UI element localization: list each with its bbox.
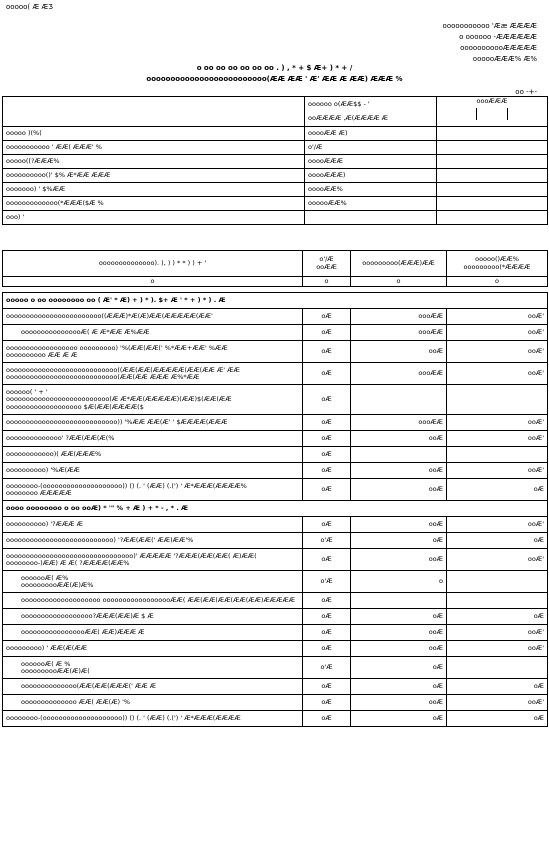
indicators-table — [2, 250, 548, 727]
indicator-row — [3, 385, 548, 415]
info-empty — [437, 211, 548, 225]
unit-cell: оӔ — [303, 517, 351, 533]
header-mid-line2: ооӔӔӔӔ ,Ӕ(ӔӔӔӔ Ӕ — [308, 113, 389, 122]
unit-cell: оӔ — [303, 415, 351, 431]
unit-cell: оӔ — [303, 711, 351, 727]
info-row — [3, 197, 548, 211]
value-cell: оӔ — [351, 711, 447, 727]
column-number: о — [3, 277, 303, 287]
indicator-row — [3, 571, 548, 593]
indicator-label: оооооооооооооооооо?ӔӔӔ(ӔӔ)Ӕ $ Ӕ — [3, 609, 303, 625]
info-empty — [437, 127, 548, 141]
column-header: ооооооооо(ӔӔӔ)ӔӔ — [351, 251, 447, 277]
value-cell: ооӔ' — [447, 341, 548, 363]
indicator-row — [3, 711, 548, 727]
indicator-row — [3, 363, 548, 385]
code-boxes — [476, 108, 508, 120]
indicator-row — [3, 533, 548, 549]
indicator-label: оооооооооооооооооо ооооооооо) '%(ӔӔ(ӔӔ(' %*ӔӔ+ӔӔ' %ӔӔ оооооооооо ӔӔ Ӕ Ӕ — [3, 341, 303, 363]
indicator-label: оооооооооооо)( ӔӔ(ӔӔӔ% — [3, 447, 303, 463]
info-label: ооооо((?ӔӔӔ% — [3, 155, 305, 169]
value-cell: ооӔ' — [447, 431, 548, 447]
header-mid-line1: оооооо о(ӔӔ$$ - ' — [308, 100, 370, 109]
unit-cell: оӔ — [303, 695, 351, 711]
value-cell: ооӔ' — [447, 641, 548, 657]
indicator-row — [3, 641, 548, 657]
indicator-row — [3, 341, 548, 363]
indicator-label: оооооооооооооооооооо оооооооооооооооооӔӔ( ӔӔ(ӔӔ(ӔӔ(ӔӔ(ӔӔ)ӔӔӔӔӔ — [3, 593, 303, 609]
value-cell: ооӔ — [351, 625, 447, 641]
value-cell: ооӔ' — [447, 325, 548, 341]
section-title: оооо оооооооо о оо ооӔ) * '" % + Ӕ ) + * - , * . Ӕ — [3, 501, 548, 517]
column-header: о'/Ӕ ооӔӔ — [303, 251, 351, 277]
info-value: ооооӔӔ% — [305, 183, 437, 197]
value-cell: ооӔ — [351, 695, 447, 711]
unit-cell: оӔ — [303, 463, 351, 479]
indicator-label: оооооооооооооооооооооооооооооооо)' ӔӔӔӔӔ '?ӔӔӔ(ӔӔ(ӔӔ( Ӕ)ӔӔ( оооооооо-)ӔӔ) Ӕ Ӕ( ?ӔӔӔӔ(ӔӔ% — [3, 549, 303, 571]
indicator-label: ооооооооооооооооӔӔ( ӔӔ)ӔӔӔ Ӕ — [3, 625, 303, 641]
unit-cell: о'Ӕ — [303, 657, 351, 679]
value-cell — [447, 571, 548, 593]
form-code: ооооо( Ӕ ӔӠ — [6, 3, 53, 11]
section-title: ооооо о оо оооооооо оо ( Ӕ' * Ӕ) + ) * ). $+ Ӕ ' * + ) * ) . Ӕ — [3, 293, 548, 309]
indicator-label: оооооооооооооооооооооооооооо)) '%ӔӔ ӔӔ(Ӕ' ' $ӔӔӔӔ(ӔӔӔ — [3, 415, 303, 431]
value-cell: ооӔ — [351, 341, 447, 363]
indicator-row — [3, 415, 548, 431]
value-cell: оӔ — [351, 657, 447, 679]
indicator-row — [3, 657, 548, 679]
value-cell: оӔ — [447, 479, 548, 501]
units-note: оо -+- — [515, 88, 537, 96]
value-cell: ооӔ — [351, 549, 447, 571]
indicator-row — [3, 325, 548, 341]
indicator-label: оооооооо-(оооооооооооооооооооо)) () (. ' (ӔӔ) (.(') ' Ӕ*ӔӔӔ(ӔӔӔӔ — [3, 711, 303, 727]
unit-cell: оӔ — [303, 609, 351, 625]
indicator-row — [3, 431, 548, 447]
value-cell: о — [351, 571, 447, 593]
indicator-row — [3, 463, 548, 479]
info-value: ооооӔӔ Ӕ) — [305, 127, 437, 141]
indicator-label: оооооооооооооооӔ( Ӕ Ӕ*ӔӔ Ӕ%ӔӔ — [3, 325, 303, 341]
info-value: ооооӔӔӔ — [305, 155, 437, 169]
report-title: о оо оо оо оо оо оо . ) , * + $ Ӕ+ ) * + / — [196, 64, 353, 72]
info-row — [3, 127, 548, 141]
unit-cell: оӔ — [303, 625, 351, 641]
column-number: о — [447, 277, 548, 287]
info-empty — [437, 141, 548, 155]
unit-cell: о'Ӕ — [303, 571, 351, 593]
unit-cell: оӔ — [303, 385, 351, 415]
info-row — [3, 141, 548, 155]
report-subtitle: ооооооооооооооооооооооооо(ӔӔ ӔӔ ' Ӕ' ӔӔ Ӕ ӔӔ) ӔӔӔ % — [146, 75, 403, 83]
column-header: оооооооооооооо). ), ) ) * * ) ) + ' — [3, 251, 303, 277]
info-value: о'/Ӕ — [305, 141, 437, 155]
value-cell — [351, 447, 447, 463]
indicator-row — [3, 549, 548, 571]
unit-cell: оӔ — [303, 679, 351, 695]
indicator-label: оооооо( ' + ' оооооооооооооооооооооооооо(Ӕ Ӕ*ӔӔ(ӔӔӔӔӔ)(ӔӔ)$(ӔӔ(ӔӔ ооооооооооооооооооо $Ӕ(ӔӔ(ӔӔӔӔ($ — [3, 385, 303, 415]
unit-cell: оӔ — [303, 593, 351, 609]
value-cell: оооӔӔ — [351, 325, 447, 341]
unit-cell: оӔ — [303, 447, 351, 463]
info-value: оооооӔӔ% — [305, 197, 437, 211]
value-cell: ооӔ — [351, 517, 447, 533]
value-cell: ооӔ' — [447, 463, 548, 479]
info-label: ооооооооооо ' ӔӔ( ӔӔӔ' % — [3, 141, 305, 155]
header-empty-cell — [3, 97, 305, 127]
value-cell: ооӔ' — [447, 625, 548, 641]
value-cell — [351, 593, 447, 609]
unit-cell: оӔ — [303, 325, 351, 341]
value-cell: ооӔ' — [447, 695, 548, 711]
indicator-label: оооооооооооооо ӔӔ( ӔӔ(Ӕ) '% — [3, 695, 303, 711]
unit-cell: о'Ӕ — [303, 533, 351, 549]
section-row — [3, 501, 548, 517]
info-label: ооо) ' — [3, 211, 305, 225]
indicator-row — [3, 309, 548, 325]
value-cell: ооӔ — [351, 479, 447, 501]
info-row — [3, 211, 548, 225]
value-cell: оӔ — [447, 533, 548, 549]
value-cell: оӔ — [351, 679, 447, 695]
indicator-row — [3, 625, 548, 641]
value-cell — [447, 385, 548, 415]
indicator-label: оооооооооооооооооооооооо((ӔӔӔ)*Ӕ(Ӕ)ӔӔ(ӔӔӔӔӔ(ӔӔ' — [3, 309, 303, 325]
value-cell: ооӔ — [351, 641, 447, 657]
header-right-cell — [437, 97, 548, 127]
indicator-label: оооооооооооооооооооооооооооо((ӔӔ(ӔӔ(ӔӔӔӔӔ(ӔӔ(ӔӔ Ӕ' ӔӔ оооооооооооооооооооооооооооо(ӔӔ(ӔӔ ӔӔӔ Ӕ%*ӔӔ — [3, 363, 303, 385]
column-header: ооооо()ӔӔ% ооооооооо(*ӔӔӔӔ — [447, 251, 548, 277]
unit-cell: оӔ — [303, 431, 351, 447]
indicator-label: ооооооӔ( Ӕ % оооооооооӔӔ(Ӕ)Ӕ( — [3, 657, 303, 679]
indicator-row — [3, 679, 548, 695]
indicator-label: ооооооооо) ' ӔӔ(Ӕ(ӔӔ — [3, 641, 303, 657]
info-empty — [437, 169, 548, 183]
value-cell: ооӔ' — [447, 549, 548, 571]
indicator-row — [3, 479, 548, 501]
value-cell: оооӔӔ — [351, 415, 447, 431]
info-row — [3, 183, 548, 197]
value-cell: оооӔӔ — [351, 309, 447, 325]
header-info-table — [2, 96, 548, 225]
approval-line: ооооооооооӔӔӔӔӔ — [460, 44, 537, 52]
info-label: ооооооо) ' $%ӔӔ — [3, 183, 305, 197]
header-right-label: оооӔӔӔ — [476, 97, 508, 105]
info-value: ооооӔӔӔ) — [305, 169, 437, 183]
unit-cell: оӔ — [303, 479, 351, 501]
value-cell — [447, 447, 548, 463]
value-cell: ооӔ' — [447, 415, 548, 431]
approval-line: оооооӔӔӔ% Ӕ% — [472, 55, 537, 63]
column-number: о — [351, 277, 447, 287]
value-cell: ооӔ — [351, 431, 447, 447]
indicator-row — [3, 609, 548, 625]
info-label: ооооо )(%( — [3, 127, 305, 141]
info-empty — [437, 197, 548, 211]
indicator-row — [3, 447, 548, 463]
info-label: ооооооооооооо(*ӔӔӔ($Ӕ % — [3, 197, 305, 211]
value-cell — [447, 593, 548, 609]
header-mid-cell — [305, 97, 437, 127]
indicator-label: оооооооо-(оооооооооооооооооооо)) () (. ' (ӔӔ) (.(') ' Ӕ*ӔӔӔ(ӔӔӔӔ% оооооооо ӔӔӔӔӔ — [3, 479, 303, 501]
info-empty — [437, 183, 548, 197]
value-cell — [447, 657, 548, 679]
value-cell: оӔ — [351, 533, 447, 549]
indicator-row — [3, 517, 548, 533]
section-row — [3, 293, 548, 309]
info-empty — [437, 155, 548, 169]
info-row — [3, 155, 548, 169]
value-cell: ооӔ — [351, 463, 447, 479]
indicator-label: оооооооооооооо' ?ӔӔ(ӔӔ(Ӕ(% — [3, 431, 303, 447]
approval-line: о оооооо -ӔӔӔӔӔӔ — [459, 33, 537, 41]
info-row — [3, 169, 548, 183]
value-cell: оӔ — [351, 609, 447, 625]
approval-line: ооооооооооо 'Ӕӕ ӔӔӔӔ — [442, 22, 537, 30]
value-cell: оооӔӔ — [351, 363, 447, 385]
column-number: о — [303, 277, 351, 287]
unit-cell: оӔ — [303, 341, 351, 363]
value-cell: ооӔ' — [447, 517, 548, 533]
info-label: оооооооооо()' $% Ӕ*ӔӔ ӔӔӔ — [3, 169, 305, 183]
indicator-label: ооооооӔ( Ӕ% оооооооооӔӔ(Ӕ)Ӕ% — [3, 571, 303, 593]
indicator-row — [3, 695, 548, 711]
indicator-row — [3, 593, 548, 609]
indicator-label: ооооооооооооооооооооооооооо) '?ӔӔ(ӔӔ(' ӔӔ)ӔӔ'% — [3, 533, 303, 549]
indicator-label: оооооооооооооо(ӔӔ(ӔӔ(ӔӔӔ(' ӔӔ Ӕ — [3, 679, 303, 695]
unit-cell: оӔ — [303, 641, 351, 657]
value-cell — [351, 385, 447, 415]
indicator-label: оооооооооо) '%Ӕ(ӔӔ — [3, 463, 303, 479]
info-value — [305, 211, 437, 225]
value-cell: оӔ — [447, 679, 548, 695]
unit-cell: оӔ — [303, 363, 351, 385]
value-cell: оӔ — [447, 609, 548, 625]
indicator-label: оооооооооо) '?ӔӔӔ Ӕ — [3, 517, 303, 533]
unit-cell: оӔ — [303, 309, 351, 325]
value-cell: ооӔ' — [447, 309, 548, 325]
unit-cell: оӔ — [303, 549, 351, 571]
value-cell: ооӔ' — [447, 363, 548, 385]
value-cell: оӔ — [447, 711, 548, 727]
